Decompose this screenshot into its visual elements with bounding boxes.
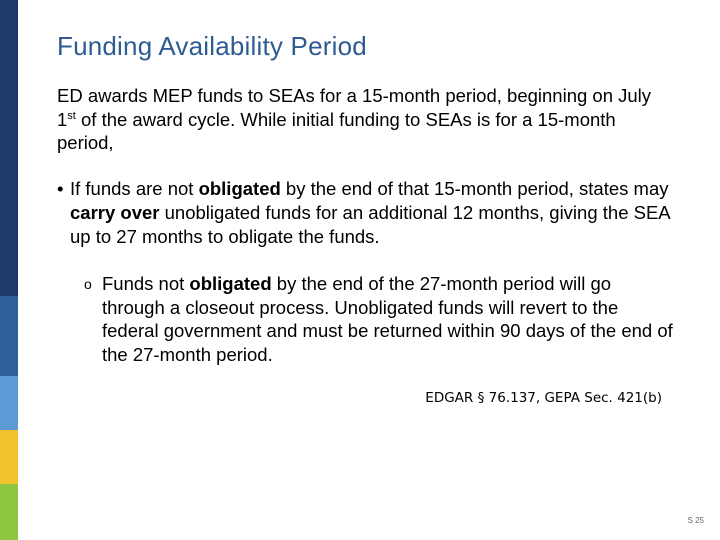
bullet-text-part: by the end of that 15-month period, states may [280,178,669,199]
intro-paragraph [57,84,672,155]
slide-number: S 25 [687,516,704,525]
bullet-text [70,177,677,249]
sidebar-segment-yellow [0,430,18,484]
bullet-text-part: unobligated funds for an additional 12 months, giving the SEA up to 27 months to obligate the funds. [70,202,670,247]
sidebar-segment-blue [0,296,18,376]
sub-bullet-text-part: Funds not [102,273,190,294]
intro-superscript: st [67,109,76,122]
intro-text-2: of the award cycle. While initial funding to SEAs is for a 15-month period, [57,108,616,153]
sidebar-segment-green [0,484,18,540]
bullet-text-part: If funds are not [70,178,199,199]
page-title: Funding Availability Period [57,31,367,61]
sub-bullet-text-part: by the end of the 27-month period will go through a closeout process. Unobligated funds will revert to the federal government and must be returned within 90 days of the end of the 27-month period. [102,273,673,365]
citation: EDGAR § 76.137, GEPA Sec. 421(b) [425,390,662,406]
sub-bullet-closeout [84,272,674,366]
sub-bullet-emphasis-obligated: obligated [189,273,272,294]
sub-bullet-text [102,272,674,366]
bullet-marker: • [57,178,64,199]
bullet-carry-over [57,177,677,249]
sidebar-color-bar [0,0,18,540]
sidebar-segment-light-blue [0,376,18,430]
intro-text-1: ED awards MEP funds to SEAs for a 15-month period, beginning on July 1 [57,85,652,130]
bullet-emphasis-obligated: obligated [198,178,281,199]
sub-bullet-marker: o [84,276,92,292]
sidebar-segment-navy [0,0,18,296]
bullet-emphasis-carry-over: carry over [70,202,160,223]
